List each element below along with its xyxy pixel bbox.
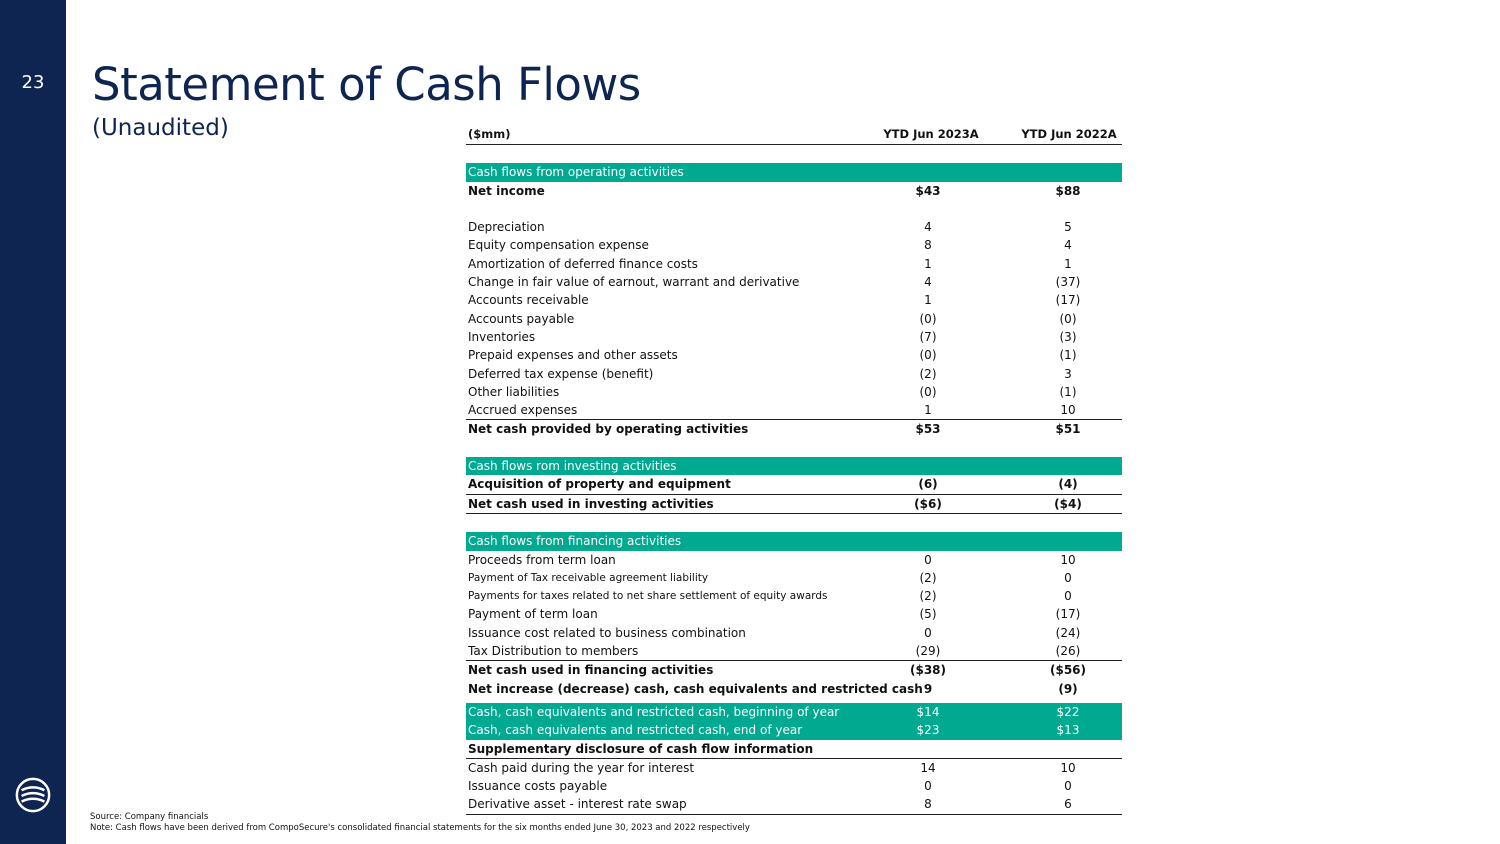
- row-value-2023: (2): [919, 570, 937, 585]
- section-heading-label: Cash flows rom investing activities: [468, 459, 677, 474]
- section-investing-heading: [466, 457, 1122, 475]
- row-label: Change in fair value of earnout, warrant and derivative: [468, 275, 800, 290]
- row-label: Prepaid expenses and other assets: [468, 348, 678, 363]
- row-value-2022: 6: [1064, 797, 1072, 812]
- cash-flow-table: [466, 125, 1122, 815]
- section-financing-heading: [466, 532, 1122, 550]
- table-row: [466, 310, 1122, 328]
- row-value-2023: (5): [919, 607, 937, 622]
- row-value-2022: (0): [1059, 311, 1077, 326]
- row-value-2023: 4: [924, 275, 932, 290]
- row-value-2022: (3): [1059, 329, 1077, 344]
- row-value-2022: 0: [1064, 589, 1072, 604]
- row-label: Deferred tax expense (benefit): [468, 366, 654, 381]
- row-label: Cash, cash equivalents and restricted cash, beginning of year: [468, 704, 840, 719]
- row-label: Net cash provided by operating activities: [468, 422, 749, 437]
- operating-items: [466, 218, 1122, 419]
- row-value-2022: (17): [1055, 293, 1081, 308]
- header-units: ($mm): [468, 127, 511, 141]
- row-value-2023: (0): [919, 348, 937, 363]
- row-value-2023: (29): [915, 644, 941, 659]
- table-row: [466, 605, 1122, 623]
- section-heading-label: Cash flows from financing activities: [468, 534, 682, 549]
- row-value-2023: 0: [924, 552, 932, 567]
- supplementary-heading: [466, 740, 1122, 759]
- row-value-2023: $23: [916, 723, 940, 738]
- header-col-2023: YTD Jun 2023A: [883, 127, 979, 141]
- row-label: Equity compensation expense: [468, 238, 649, 253]
- table-row: [466, 401, 1122, 419]
- row-value-2022: 4: [1064, 238, 1072, 253]
- table-row: [466, 383, 1122, 401]
- row-value-2022: (9): [1058, 681, 1078, 696]
- row-value-2023: 1: [924, 293, 932, 308]
- table-row: [466, 642, 1122, 660]
- table-header-row: [466, 125, 1122, 145]
- header-col-2022: YTD Jun 2022A: [1021, 127, 1117, 141]
- operating-total-row: [466, 419, 1122, 438]
- row-value-2022: 10: [1060, 760, 1076, 775]
- investing-item-row: [466, 475, 1122, 493]
- row-value-2023: 1: [924, 256, 932, 271]
- row-value-2023: (7): [919, 329, 937, 344]
- net-income-row: [466, 182, 1122, 200]
- row-value-2022: (26): [1055, 644, 1081, 659]
- row-label: Proceeds from term loan: [468, 552, 616, 567]
- section-heading-label: Cash flows from operating activities: [468, 165, 684, 180]
- table-row: [466, 236, 1122, 254]
- row-value-2023: 4: [924, 220, 932, 235]
- row-label: Net increase (decrease) cash, cash equivalents and restricted cash: [468, 681, 923, 696]
- methodology-note: Note: Cash flows have been derived from CompoSecure's consolidated financial statements for the six months ended June 30, 2023 and 2022 respectively: [90, 823, 750, 833]
- table-row: [466, 255, 1122, 273]
- row-label: Depreciation: [468, 220, 545, 235]
- table-row: [466, 218, 1122, 236]
- row-label: Issuance costs payable: [468, 779, 608, 794]
- row-value-2022: 10: [1060, 552, 1076, 567]
- row-value-2023: $43: [915, 183, 941, 198]
- row-value-2023: (6): [918, 477, 938, 492]
- row-value-2022: ($56): [1049, 663, 1087, 678]
- row-value-2022: $13: [1056, 723, 1080, 738]
- page-number: 23: [21, 72, 45, 93]
- company-logo-icon: [14, 776, 52, 814]
- row-label: Payments for taxes related to net share settlement of equity awards: [468, 590, 828, 603]
- row-value-2022: (4): [1058, 477, 1078, 492]
- row-value-2022: (37): [1055, 275, 1081, 290]
- page-subtitle: (Unaudited): [92, 115, 229, 141]
- row-label: Issuance cost related to business combination: [468, 625, 746, 640]
- footnotes: [90, 812, 750, 834]
- financing-items: [466, 551, 1122, 661]
- row-label: Net income: [468, 183, 545, 198]
- table-row: [466, 551, 1122, 569]
- row-label: Net cash used in investing activities: [468, 496, 714, 511]
- row-label: Derivative asset - interest rate swap: [468, 797, 687, 812]
- row-value-2023: 14: [920, 760, 936, 775]
- row-value-2022: (1): [1059, 384, 1077, 399]
- row-value-2023: ($6): [914, 496, 942, 511]
- row-label: Accrued expenses: [468, 403, 578, 418]
- row-value-2023: $53: [915, 422, 941, 437]
- row-value-2022: 10: [1060, 403, 1076, 418]
- sidebar: [0, 0, 66, 844]
- page-title: Statement of Cash Flows: [92, 58, 641, 111]
- table-row: [466, 365, 1122, 383]
- table-row: [466, 624, 1122, 642]
- net-increase-row: [466, 680, 1122, 698]
- table-row: [466, 795, 1122, 813]
- row-value-2022: (1): [1059, 348, 1077, 363]
- row-label: Payment of Tax receivable agreement liability: [468, 571, 709, 584]
- investing-total-row: [466, 494, 1122, 514]
- row-value-2023: 8: [924, 238, 932, 253]
- section-operating-heading: [466, 163, 1122, 181]
- row-label: Inventories: [468, 329, 536, 344]
- row-label: Amortization of deferred finance costs: [468, 256, 698, 271]
- supplementary-items: [466, 759, 1122, 815]
- row-value-2023: (2): [919, 366, 937, 381]
- row-label: Other liabilities: [468, 384, 560, 399]
- table-row: [466, 273, 1122, 291]
- table-row: [466, 328, 1122, 346]
- row-value-2023: $14: [916, 704, 940, 719]
- row-value-2022: 3: [1064, 366, 1072, 381]
- cash-beginning-row: [466, 703, 1122, 721]
- source-note: Source: Company financials: [90, 812, 209, 822]
- row-value-2023: 1: [924, 403, 932, 418]
- row-label: Net cash used in financing activities: [468, 663, 714, 678]
- row-label: Acquisition of property and equipment: [468, 477, 731, 492]
- row-label: Tax Distribution to members: [468, 644, 639, 659]
- row-value-2023: (0): [919, 311, 937, 326]
- row-value-2022: 0: [1064, 570, 1072, 585]
- table-row: [466, 759, 1122, 777]
- table-row: [466, 777, 1122, 795]
- financing-total-row: [466, 660, 1122, 679]
- row-value-2022: 5: [1064, 220, 1072, 235]
- row-label: Accounts receivable: [468, 293, 589, 308]
- row-label: Accounts payable: [468, 311, 575, 326]
- row-value-2022: (24): [1055, 625, 1081, 640]
- row-value-2023: 8: [924, 797, 932, 812]
- table-row: [466, 346, 1122, 364]
- row-value-2022: $22: [1056, 704, 1080, 719]
- row-value-2022: ($4): [1054, 496, 1082, 511]
- row-value-2022: 1: [1064, 256, 1072, 271]
- table-row: [466, 291, 1122, 309]
- row-value-2023: 9: [923, 681, 933, 696]
- row-label: Cash paid during the year for interest: [468, 760, 695, 775]
- row-value-2022: $88: [1055, 183, 1081, 198]
- row-label: Payment of term loan: [468, 607, 598, 622]
- row-value-2022: (17): [1055, 607, 1081, 622]
- row-value-2022: 0: [1064, 779, 1072, 794]
- row-value-2022: $51: [1055, 422, 1081, 437]
- table-row: [466, 587, 1122, 605]
- row-value-2023: 0: [924, 779, 932, 794]
- row-value-2023: (0): [919, 384, 937, 399]
- table-row: [466, 569, 1122, 587]
- row-label: Supplementary disclosure of cash flow information: [468, 741, 814, 756]
- row-value-2023: 0: [924, 625, 932, 640]
- row-label: Cash, cash equivalents and restricted cash, end of year: [468, 723, 803, 738]
- row-value-2023: (2): [919, 589, 937, 604]
- cash-end-row: [466, 721, 1122, 739]
- row-value-2023: ($38): [909, 663, 947, 678]
